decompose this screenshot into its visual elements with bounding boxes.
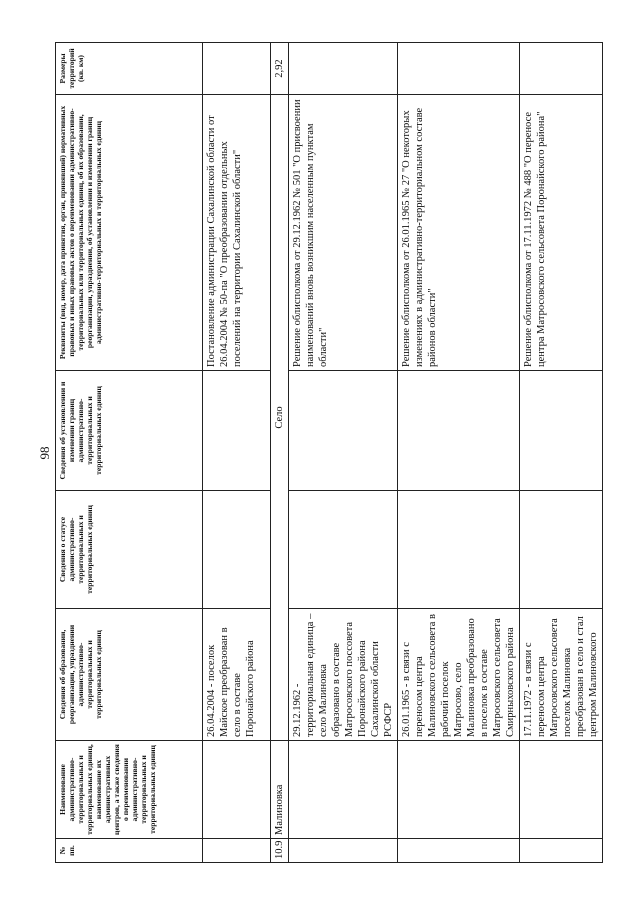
header-name: Наименование административно-территориальных и территориальных единиц, наименование их административных центров, а также сведения о переименовании административно-территориальных и территориальных единиц [56,740,203,838]
formation-cell: 26.04.2004 - поселок Майское преобразован в село в составе Поронайского района [203,608,271,740]
rotated-page [37,43,603,863]
formation-cell: 29.12.1962 - территориальная единица – село Малиновка образовано в составе Матросовского поссовета Поронайского района Сахалинской области РСФСР [289,608,398,740]
entry-status: Село [271,94,289,740]
entry-number: 10.9 [271,838,289,862]
formation-cell: 26.01.1965 - в связи с переносом центра Малиновского сельсовета в рабочий поселок Матросово, село Малиновка преобразовано в поселок в составе Матросовского сельсовета Смирныховского района [398,608,520,740]
details-cell: Решение облисполкома от 29.12.1962 № 501 "О присвоении наименований вновь возникшим населенным пунктам области" [289,94,398,370]
header-borders: Сведения об установлении и изменении границ административно-территориальных и территориальных единиц [56,370,203,490]
header-formation: Сведения об образовании, реорганизации, упразднении административно-территориальных и территориальных единиц [56,608,203,740]
details-cell: Постановление администрации Сахалинской области от 26.04.2004 № 50-па "О преобразовании отдельных поселений на территории Сахалинской области" [203,94,271,370]
header-details: Реквизиты (вид, номер, дата принятия, орган, принявший) нормативных правовых и иных правовых актов о переименовании административно-территориальных или территориальных единиц, об их образовании, реорганизации, упразднении, об установлении и изменении границ административно-территориальных и территориальных единиц [56,94,203,370]
details-cell: Решение облисполкома от 26.01.1965 № 27 "О некоторых изменениях в административно-территориальном составе районов области" [398,94,520,370]
table-row [203,42,271,862]
formation-cell: 17.11.1972 - в связи с переносом центра Матросовского сельсовета поселок Малиновка преобразован в село и стал центром Малиновского [520,608,603,740]
entry-area: 2,92 [271,42,289,94]
details-cell: Решение облисполкома от 17.11.1972 № 488 "О переносе центра Матросовского сельсовета Поронайского района" [520,94,603,370]
entry-name: Малиновка [271,740,289,838]
header-row [56,42,203,862]
table-row [520,42,603,862]
table-row [398,42,520,862]
entry-title-row [271,42,289,862]
header-status: Сведения о статусе административно-территориальных и территориальных единиц [56,490,203,608]
table-row [289,42,398,862]
page-number: 98 [37,446,52,459]
register-table [55,42,603,863]
header-num: № пп. [56,838,203,862]
header-area: Размеры территорий (кв. км) [56,42,203,94]
